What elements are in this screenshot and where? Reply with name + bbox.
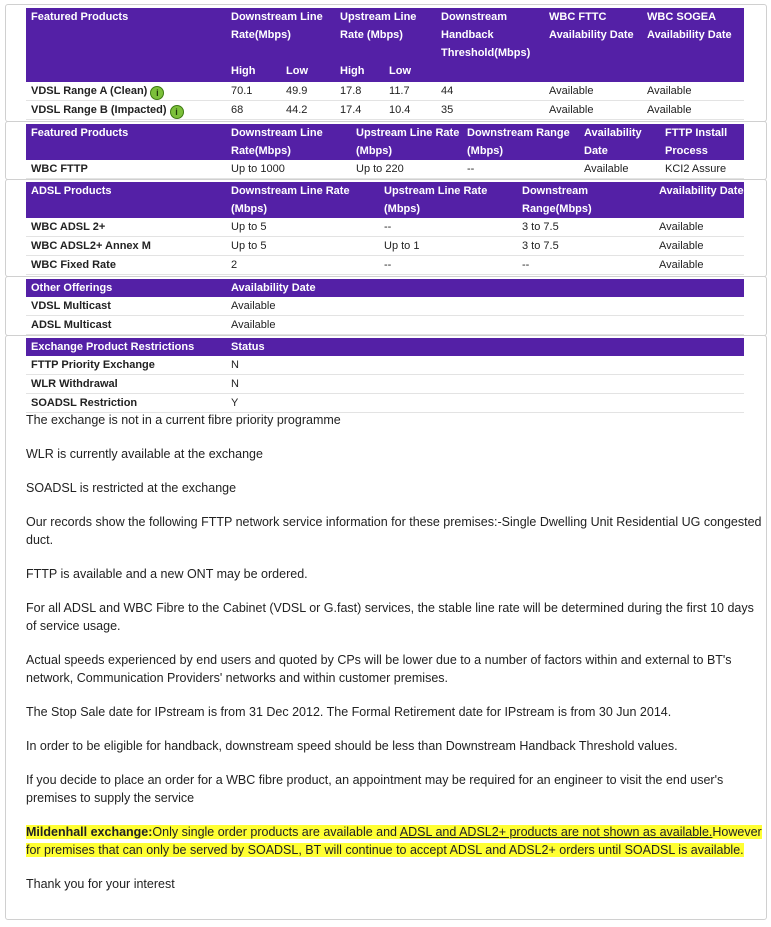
cell-down-high: 68: [226, 101, 281, 120]
note-appointment: If you decide to place an order for a WBC fibre product, an appointment may be required for an engineer to visit the end user's premises to supply the service: [26, 773, 724, 805]
cell-up-low: 10.4: [384, 101, 436, 120]
note-actual-speeds: Actual speeds experienced by end users and quoted by CPs will be lower due to a number of factors within and external to BT's network, Communication Providers' networks and within customer premises.: [26, 653, 732, 685]
cell-up-high: 17.8: [335, 82, 384, 101]
cell-status: N: [226, 356, 744, 375]
col-adsl-products: ADSL Products: [26, 182, 226, 218]
product-name-text: VDSL Range B (Impacted): [31, 104, 167, 116]
featured-vdsl-table: [26, 8, 744, 120]
table-row: [26, 375, 744, 394]
subheader-blank: [642, 62, 744, 82]
subheader-up-high: High: [335, 62, 384, 82]
cell-threshold: 44: [436, 82, 544, 101]
cell-date: Available: [654, 218, 744, 237]
col-other-offerings: Other Offerings: [26, 279, 226, 297]
subheader-down-low: Low: [281, 62, 335, 82]
col-downstream-range: Downstream Range (Mbps): [462, 124, 579, 160]
mildenhall-text-1: Only single order products are available and: [152, 825, 400, 839]
col-featured-products: Featured Products: [26, 124, 226, 160]
col-downstream-line-rate: Downstream Line Rate(Mbps): [226, 8, 335, 62]
table-row: [26, 82, 744, 101]
col-wbc-fttc: WBC FTTC Availability Date: [544, 8, 642, 62]
cell-sogea: Available: [642, 101, 744, 120]
col-availability-date: Availability Date: [226, 279, 744, 297]
cell-up-low: 11.7: [384, 82, 436, 101]
product-name: WBC ADSL 2+: [26, 218, 226, 237]
product-name: [26, 101, 226, 120]
cell-up: --: [379, 256, 517, 275]
cell-down-low: 49.9: [281, 82, 335, 101]
note-ipstream: The Stop Sale date for IPstream is from 31 Dec 2012. The Formal Retirement date for IPstream is from 30 Jun 2014.: [26, 705, 672, 719]
product-name: ADSL Multicast: [26, 316, 226, 335]
note-fttp-available: FTTP is available and a new ONT may be ordered.: [26, 567, 308, 581]
cell-threshold: 35: [436, 101, 544, 120]
table-row: [26, 218, 744, 237]
subheader-blank: [436, 62, 544, 82]
cell-date: Available: [226, 316, 744, 335]
note-soadsl: SOADSL is restricted at the exchange: [26, 481, 237, 495]
info-green-icon[interactable]: i: [170, 105, 184, 119]
cell-date: Available: [654, 237, 744, 256]
featured-fttp-table: [26, 124, 744, 179]
cell-down: Up to 1000: [226, 160, 351, 179]
cell-date: Available: [654, 256, 744, 275]
cell-down-low: 44.2: [281, 101, 335, 120]
col-status: Status: [226, 338, 744, 356]
product-name-text: VDSL Range A (Clean): [31, 85, 148, 97]
subheader-down-high: High: [226, 62, 281, 82]
cell-fttc: Available: [544, 82, 642, 101]
table-row: [26, 101, 744, 120]
subheader-blank: [26, 62, 226, 82]
col-featured-products: Featured Products: [26, 8, 226, 62]
cell-down: Up to 5: [226, 218, 379, 237]
cell-down-high: 70.1: [226, 82, 281, 101]
closing-text: Thank you for your interest: [26, 877, 175, 891]
col-wbc-sogea: WBC SOGEA Availability Date: [642, 8, 744, 62]
cell-down: Up to 5: [226, 237, 379, 256]
product-name: WBC ADSL2+ Annex M: [26, 237, 226, 256]
col-fttp-install-process: FTTP Install Process: [660, 124, 744, 160]
cell-fttc: Available: [544, 101, 642, 120]
cell-status: Y: [226, 394, 744, 413]
product-name: WBC FTTP: [26, 160, 226, 179]
mildenhall-label: Mildenhall exchange:: [26, 825, 153, 839]
subheader-blank: [544, 62, 642, 82]
cell-range: 3 to 7.5: [517, 218, 654, 237]
cell-up-high: 17.4: [335, 101, 384, 120]
cell-range: --: [462, 160, 579, 179]
col-downstream-range: Downstream Range(Mbps): [517, 182, 654, 218]
table-row: [26, 297, 744, 316]
cell-sogea: Available: [642, 82, 744, 101]
product-name: [26, 82, 226, 101]
subheader-up-low: Low: [384, 62, 436, 82]
table-row: [26, 256, 744, 275]
note-fttp-network: Our records show the following FTTP network service information for these premises:-Single Dwelling Unit Residential UG congested duct.: [26, 515, 762, 547]
restriction-name: WLR Withdrawal: [26, 375, 226, 394]
table-row: [26, 160, 744, 179]
cell-up: Up to 1: [379, 237, 517, 256]
product-name: VDSL Multicast: [26, 297, 226, 316]
cell-process: KCI2 Assure: [660, 160, 744, 179]
note-wlr: WLR is currently available at the exchange: [26, 447, 263, 461]
table-row: [26, 356, 744, 375]
note-handback: In order to be eligible for handback, downstream speed should be less than Downstream Handback Threshold values.: [26, 739, 678, 753]
cell-range: --: [517, 256, 654, 275]
col-upstream-line-rate: Upstream Line Rate (Mbps): [379, 182, 517, 218]
restriction-name: FTTP Priority Exchange: [26, 356, 226, 375]
restriction-name: SOADSL Restriction: [26, 394, 226, 413]
col-upstream-line-rate: Upstream Line Rate (Mbps): [335, 8, 436, 62]
cell-range: 3 to 7.5: [517, 237, 654, 256]
col-availability-date: Availability Date: [579, 124, 660, 160]
adsl-table: [26, 182, 744, 275]
product-name: WBC Fixed Rate: [26, 256, 226, 275]
exchange-notes: [26, 411, 766, 909]
col-downstream-line-rate: Downstream Line Rate(Mbps): [226, 124, 351, 160]
table-row: [26, 237, 744, 256]
cell-up: Up to 220: [351, 160, 462, 179]
other-offerings-table: [26, 279, 744, 335]
table-row: [26, 394, 744, 413]
info-green-icon[interactable]: i: [150, 86, 164, 100]
cell-status: N: [226, 375, 744, 394]
col-exchange-restrictions: Exchange Product Restrictions: [26, 338, 226, 356]
cell-up: --: [379, 218, 517, 237]
restrictions-table: [26, 338, 744, 413]
cell-date: Available: [226, 297, 744, 316]
mildenhall-underlined: ADSL and ADSL2+ products are not shown as available.: [399, 825, 713, 839]
mildenhall-notice: [26, 823, 766, 859]
col-upstream-line-rate: Upstream Line Rate (Mbps): [351, 124, 462, 160]
note-fibre-priority: The exchange is not in a current fibre priority programme: [26, 413, 341, 427]
cell-date: Available: [579, 160, 660, 179]
col-handback-threshold: Downstream Handback Threshold(Mbps): [436, 8, 544, 62]
cell-down: 2: [226, 256, 379, 275]
note-stable-line-rate: For all ADSL and WBC Fibre to the Cabinet (VDSL or G.fast) services, the stable line rate will be determined during the first 10 days of service usage.: [26, 601, 754, 633]
col-downstream-line-rate: Downstream Line Rate (Mbps): [226, 182, 379, 218]
table-row: [26, 316, 744, 335]
mildenhall-text-2: However for premises that can only be served by SOADSL, BT will continue to accept ADSL and ADSL2+ orders until SOADSL is available.: [26, 825, 762, 857]
col-availability-date: Availability Date: [654, 182, 744, 218]
